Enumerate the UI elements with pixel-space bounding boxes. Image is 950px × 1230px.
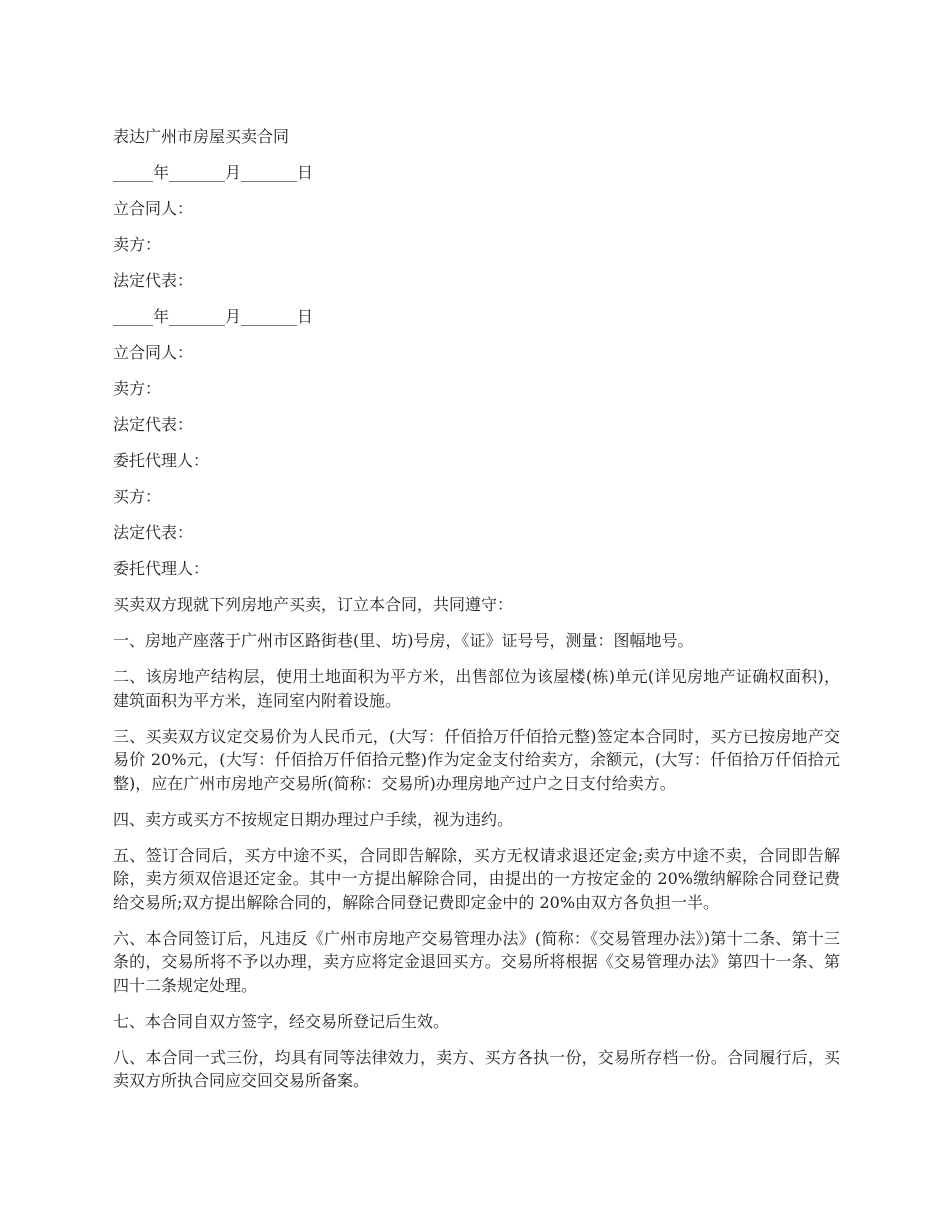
agent-label: 委托代理人： [113, 559, 210, 578]
seller-label: 卖方： [113, 235, 162, 254]
date-line-2: _____年_______月_______日 [113, 307, 314, 326]
clause-7: 七、本合同自双方签字，经交易所登记后生效。 [113, 1011, 450, 1031]
document-body [113, 125, 840, 1105]
legal-rep-label: 法定代表： [113, 271, 194, 290]
date-line-1: _____年_______月_______日 [113, 163, 314, 182]
agent-label: 委托代理人： [113, 451, 210, 470]
clause-5: 五、签订合同后，买方中途不买，合同即告解除，买方无权请求退还定金;卖方中途不卖，合同即告解除，卖方须双倍退还定金。其中一方提出解除合同，由提出的一方按定金的 20%缴纳解除合同登记费给交易所;双方提出解除合同的，解除合同登记费即定金中的 20%由双方各负担一半。 [113, 845, 840, 912]
clause-1: 一、房地产座落于广州市区路街巷(里、坊)号房，《证》证号号，测量：图幅地号。 [113, 631, 694, 650]
clause-4: 四、卖方或买方不按规定日期办理过户手续，视为违约。 [113, 809, 514, 829]
legal-rep-label: 法定代表： [113, 415, 194, 434]
party-label: 立合同人： [113, 199, 194, 218]
clause-6: 六、本合同签订后，凡违反《广州市房地产交易管理办法》(简称：《交易管理办法》)第十二条、第十三条的，交易所将不予以办理，卖方应将定金退回买方。交易所将根据《交易管理办法》第四十一条、第四十二条规定处理。 [113, 928, 840, 995]
document-title: 表达广州市房屋买卖合同 [113, 127, 290, 146]
party-label: 立合同人： [113, 343, 194, 362]
clause-8: 八、本合同一式三份，均具有同等法律效力，卖方、买方各执一份，交易所存档一份。合同履行后，买卖双方所执合同应交回交易所备案。 [113, 1047, 840, 1090]
clause-2: 二、该房地产结构层，使用土地面积为平方米，出售部位为该屋楼(栋)单元(详见房地产证确权面积)，建筑面积为平方米，连同室内附着设施。 [113, 667, 840, 710]
intro-paragraph: 买卖双方现就下列房地产买卖，订立本合同，共同遵守： [113, 595, 514, 614]
legal-rep-label: 法定代表： [113, 523, 194, 542]
seller-label: 卖方： [113, 379, 162, 398]
clause-3: 三、买卖双方议定交易价为人民币元，(大写：仟佰拾万仟佰拾元整)签定本合同时，买方已按房地产交易价 20%元，(大写：仟佰拾万仟佰拾元整)作为定金支付给卖方，余额元，(大写：仟佰拾万仟佰拾元整)，应在广州市房地产交易所(简称：交易所)办理房地产过户之日支付给卖方。 [113, 726, 840, 793]
buyer-label: 买方： [113, 487, 162, 506]
